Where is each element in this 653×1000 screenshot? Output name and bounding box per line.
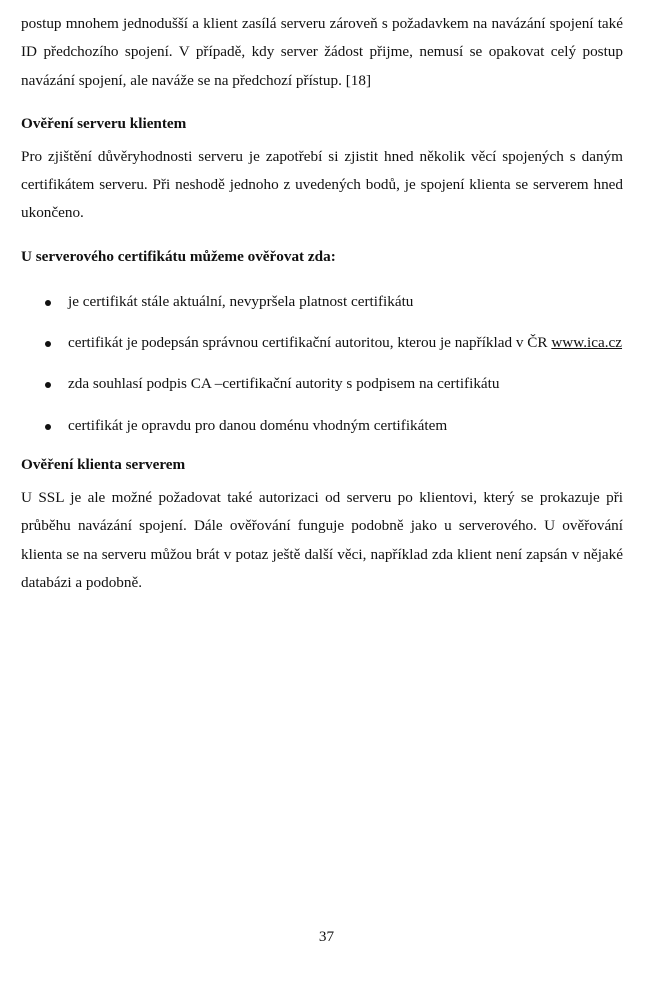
document-page: [21, 10, 623, 597]
heading-certificate-checks: U serverového certifikátu můžeme ověřovat zda:: [21, 247, 336, 265]
bullet-icon: [45, 300, 51, 306]
bullet-icon: [45, 424, 51, 430]
list-item-text: zda souhlasí podpis CA –certifikační autority s podpisem na certifikátu: [68, 375, 500, 393]
paragraph-session-resumption: postup mnohem jednodušší a klient zasílá serveru zároveň s požadavkem na navázání spojení také ID předchozího spojení. V případě, kdy server žádost přijme, nemusí se opakovat celý postup navázání spojení, ale naváže se na předchozí přístup. [18]: [21, 15, 623, 89]
list-item: [21, 370, 623, 398]
ica-link[interactable]: www.ica.cz: [551, 334, 623, 352]
list-item-text: certifikát je podepsán správnou certifikační autoritou, kterou je například v ČR: [68, 334, 548, 352]
bullet-icon: [45, 382, 51, 388]
page-number: 37: [318, 928, 335, 945]
list-item: [21, 329, 623, 357]
paragraph-client-authorization: U SSL je ale možné požadovat také autorizaci od serveru po klientovi, který se prokazuje při průběhu navázání spojení. Dále ověřování funguje podobně jako u serverového. U ověřování klienta se na serveru můžou brát v potaz ještě další věci, například zda klient není zapsán v nějaké databázi a podobně.: [21, 488, 623, 591]
list-item-text: certifikát je opravdu pro danou doménu vhodným certifikátem: [68, 416, 448, 434]
list-item: [21, 412, 623, 440]
certificate-check-list: [21, 288, 623, 440]
heading-client-verification: Ověření klienta serverem: [21, 455, 186, 473]
list-item: [21, 288, 623, 316]
bullet-icon: [45, 341, 51, 347]
list-item-text: je certifikát stále aktuální, nevypršela platnost certifikátu: [68, 292, 414, 310]
paragraph-server-trust: Pro zjištění důvěryhodnosti serveru je zapotřebí si zjistit hned několik věcí spojených s daným certifikátem serveru. Při neshodě jednoho z uvedených bodů, je spojení klienta se serverem hned ukončeno.: [21, 147, 623, 222]
heading-server-verification: Ověření serveru klientem: [21, 114, 187, 132]
